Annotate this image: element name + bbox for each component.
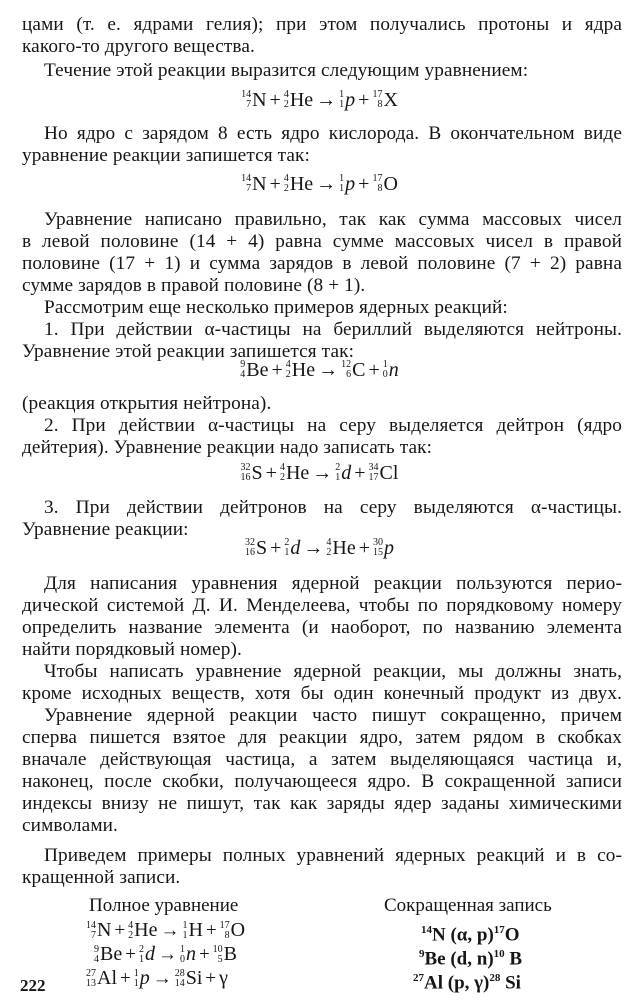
text-line: 2. При действии α-частицы на серу выделяется дейтрон (ядро [44, 415, 622, 436]
text-line: Уравнение ядерной реакции часто пишут сокращенно, причем [44, 705, 622, 726]
equation-4: 32 16 S + 4 2 He → 2 1 d + 34 17 Cl [240, 462, 399, 484]
text-line: кращенной записи. [22, 867, 181, 888]
text-line: дической системой Д. И. Менделеева, чтобы по порядковому номеру [22, 595, 622, 616]
full-equation-row: 14 7 N + 4 2 He → 1 1 H + 17 8 O [86, 919, 246, 941]
text-line: Чтобы написать уравнение ядерной реакции, мы должны знать, [44, 661, 622, 682]
equation-3: 9 4 Be + 4 2 He → 12 6 C + 1 0 n [240, 359, 399, 381]
full-equation-row: 27 13 Al + 1 1 p → 28 14 Si + γ [86, 967, 228, 989]
text-line: сперва пишется взятое для реакции ядро, затем рядом в скобках [22, 727, 622, 748]
full-equation-row: 9 4 Be + 2 1 d → 1 0 n + 10 5 B [94, 943, 237, 965]
page-number: 222 [20, 976, 46, 995]
text-line: индексы внизу не пишут, так как заряды ядер заданы химическими [22, 793, 622, 814]
text-line: в левой половине (14 + 4) равна сумме массовых чисел в правой [22, 231, 622, 252]
text-line: найти порядковый номер). [22, 639, 242, 660]
short-notation-row: $^{14}$N (α, p)$^{17}$O [421, 924, 520, 946]
text-line: Для написания уравнения ядерной реакции пользуются перио- [44, 573, 622, 594]
text-line: уравнение реакции запишется так: [22, 145, 310, 166]
text-line: дейтерия). Уравнение реакции надо записать так: [22, 437, 433, 458]
text-line: какого-то другого вещества. [22, 36, 255, 57]
short-notation-row: $^9$Be (d, n)$^{10}$ B [419, 948, 523, 970]
short-notation-row: $^{27}$Al (p, γ)$^{28}$ Si [413, 972, 521, 994]
text-line: вначале действующая частица, а затем выделяющаяся частица и, [22, 749, 622, 770]
text-line: Уравнение написано правильно, так как сумма массовых чисел [44, 209, 622, 230]
text-line: (реакция открытия нейтрона). [22, 393, 272, 414]
equation-5: 32 16 S + 2 1 d → 4 2 He + 30 15 p [244, 537, 394, 559]
text-line: цами (т. е. ядрами гелия); при этом получались протоны и ядра [22, 14, 622, 35]
text-line: Течение этой реакции выразится следующим уравнением: [44, 60, 529, 81]
text-line: половине (17 + 1) и сумма зарядов в левой половине (7 + 2) равна [22, 253, 622, 274]
text-line: Приведем примеры полных уравнений ядерных реакций и в со- [44, 845, 622, 866]
text-line: наконец, после скобки, получающееся ядро. В сокращенной записи [22, 771, 622, 792]
text-line: 3. При действии дейтронов на серу выделяются α-частицы. [44, 497, 622, 518]
text-line: Рассмотрим еще несколько примеров ядерных реакций: [44, 297, 508, 318]
text-line: кроме исходных веществ, хотя бы один конечный продукт из двух. [22, 683, 622, 704]
text-line: Уравнение реакции: [22, 519, 189, 540]
text-line: символами. [22, 815, 118, 836]
text-line: 1. При действии α-частицы на бериллий выделяются нейтроны. [44, 319, 622, 340]
text-line: определить название элемента (и наоборот, по названию элемента [22, 617, 622, 638]
equation-1: 14 7 N + 4 2 He → 1 1 p + 17 8 X [241, 89, 398, 111]
column-header-short: Сокращенная запись [384, 895, 552, 916]
text-line: Но ядро с зарядом 8 есть ядро кислорода. В окончательном виде [44, 123, 622, 144]
column-header-full: Полное уравнение [89, 895, 239, 916]
text-line: Уравнение этой реакции запишется так: [22, 341, 355, 362]
text-line: сумме зарядов в правой половине (8 + 1). [22, 275, 366, 296]
equation-2: 14 7 N + 4 2 He → 1 1 p + 17 8 O [241, 173, 398, 195]
